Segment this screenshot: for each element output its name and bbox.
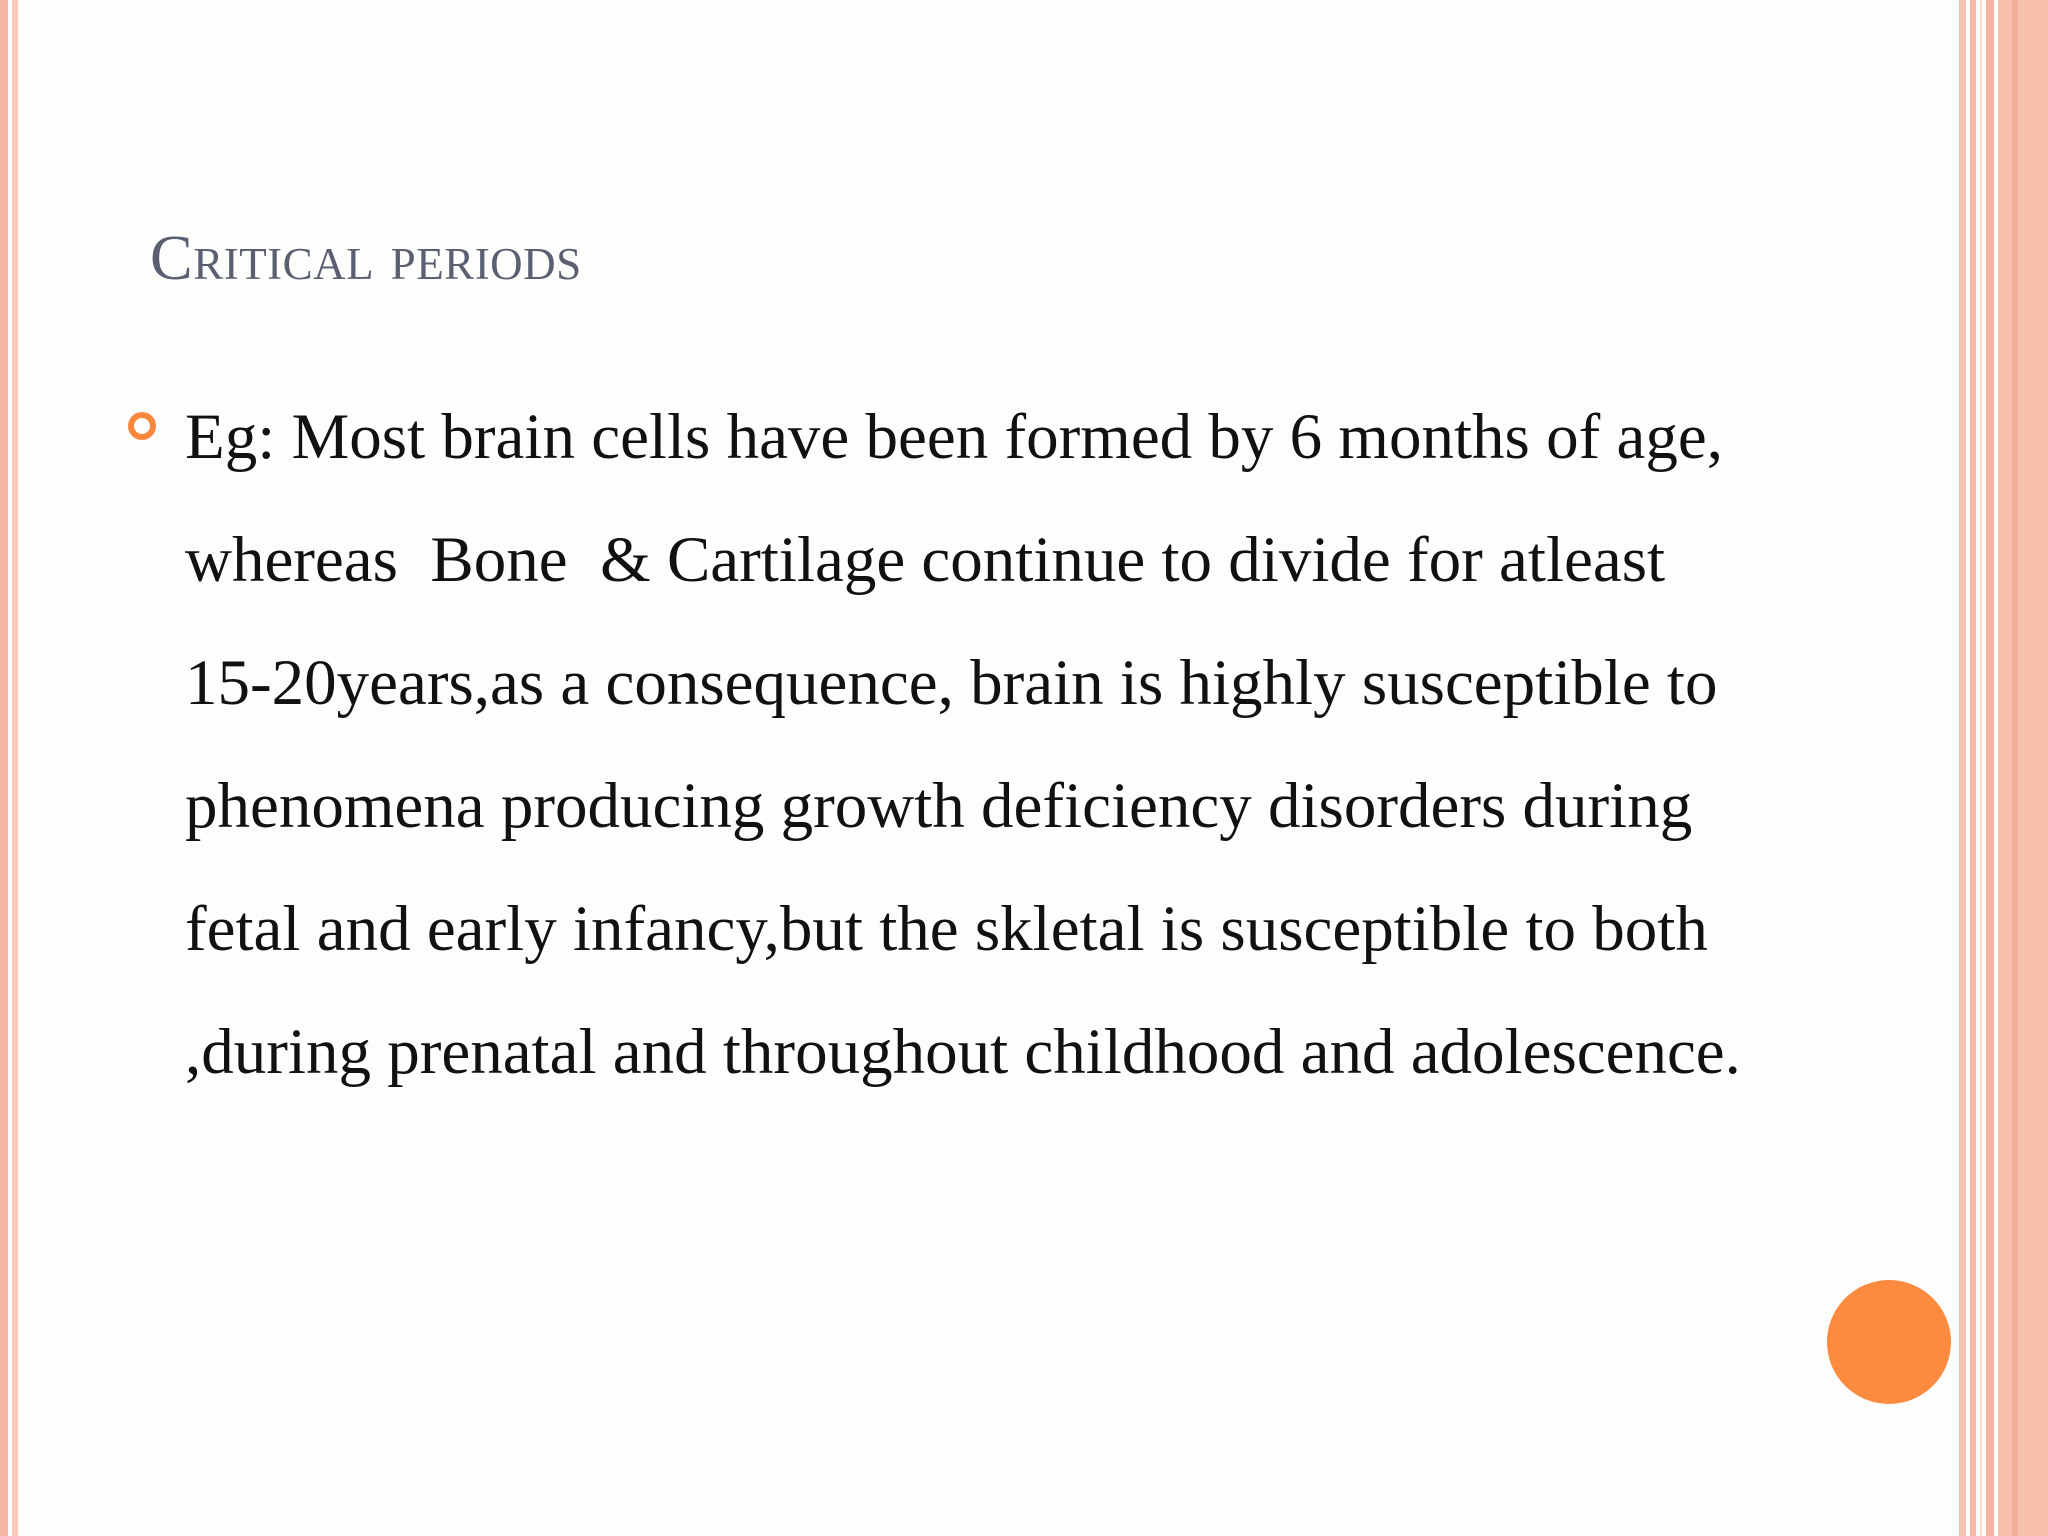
right-border-stripe: [1986, 0, 1994, 1536]
right-border-stripe: [1980, 0, 1982, 1536]
ring-bullet-icon: [128, 412, 156, 440]
right-border-stripe: [2012, 0, 2018, 1536]
bullet-item: [128, 376, 1748, 1114]
slide-title: Critical periods: [150, 222, 582, 293]
right-border-stripe: [1970, 0, 1976, 1536]
left-border-stripe: [0, 0, 8, 1536]
right-border-stripe: [1959, 0, 1966, 1536]
right-border-band: [1998, 0, 2048, 1536]
slide-body: [128, 393, 1748, 1114]
bullet-text: Eg: Most brain cells have been formed by 6 months of age, whereas Bone & Cartilage continue to divide for atleast 15-20years,as a consequence, brain is highly susceptible to phenomena producing growth deficiency disorders during fetal and early infancy,but the skletal is susceptible to both ,during prenatal and throughout childhood and adolescence.: [185, 401, 1741, 1088]
orange-circle-decoration: [1827, 1280, 1951, 1404]
left-border-stripe-inner: [12, 0, 18, 1536]
